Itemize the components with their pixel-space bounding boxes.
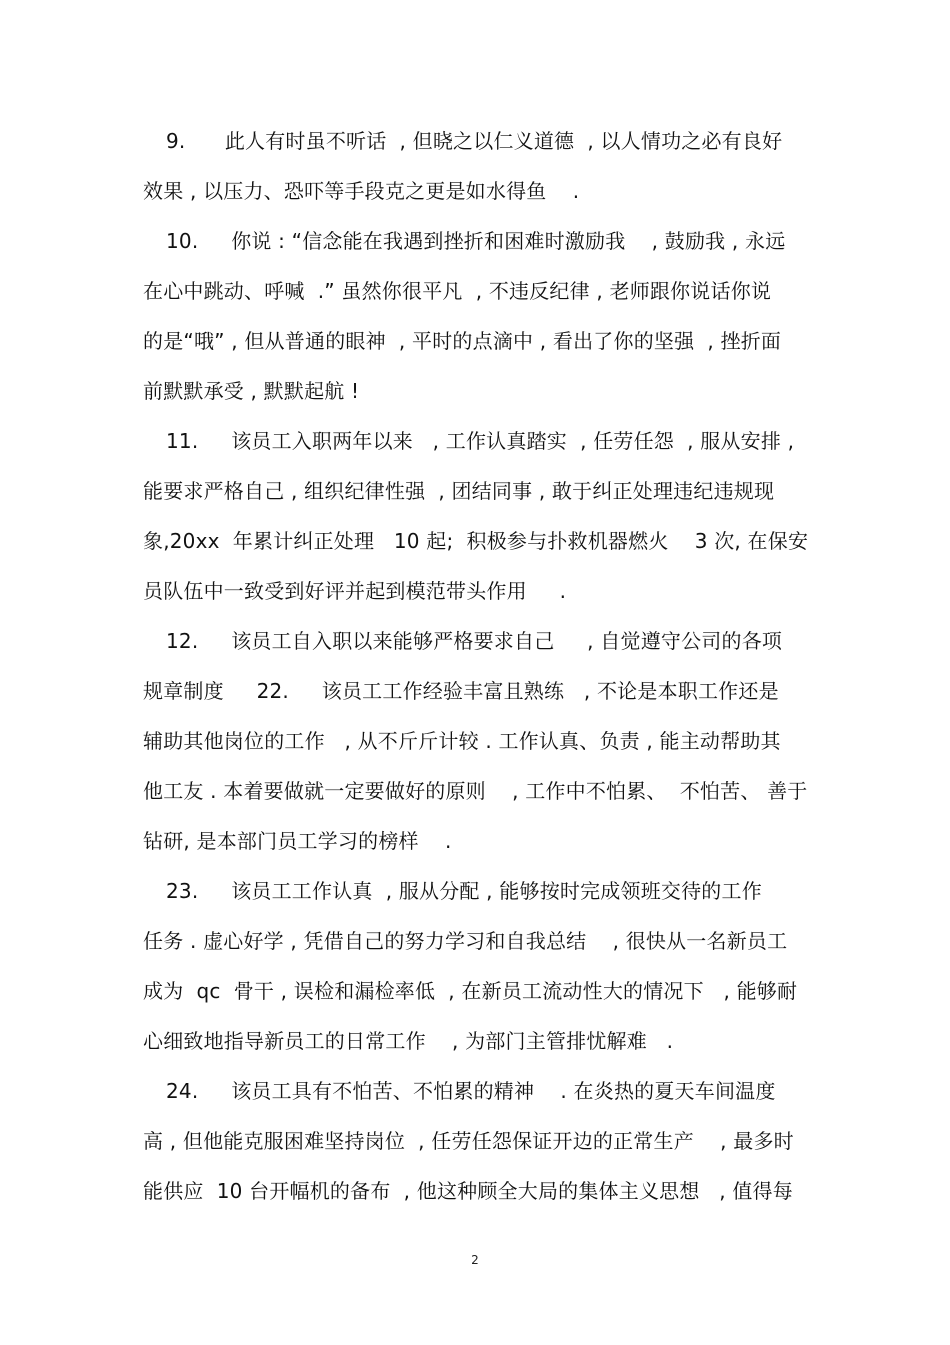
text-line: 辅助其他岗位的工作 , 从不斤斤计较 . 工作认真、负责 , 能主动帮助其 — [143, 729, 781, 753]
text-line: 能要求严格自己 , 组织纪律性强 , 团结同事 , 敢于纠正处理违纪违规现 — [143, 479, 775, 503]
page-number: 2 — [471, 1253, 479, 1267]
text-line: 规章制度 22. 该员工工作经验丰富且熟练 , 不论是本职工作还是 — [143, 679, 779, 703]
text-line: 他工友 . 本着要做就一定要做好的原则 , 工作中不怕累、 不怕苦、 善于 — [143, 779, 808, 803]
text-line: 钻研, 是本部门员工学习的榜样 . — [143, 829, 452, 853]
text-line: 员队伍中一致受到好评并起到模范带头作用 . — [143, 579, 567, 603]
text-line: 前默默承受 , 默默起航 ! — [143, 379, 360, 403]
text-line: 效果 , 以压力、恐吓等手段克之更是如水得鱼 . — [143, 179, 580, 203]
text-line: 的是“哦” , 但从普通的眼神 , 平时的点滴中 , 看出了你的坚强 , 挫折面 — [143, 329, 782, 353]
text-line: 11. 该员工入职两年以来 , 工作认真踏实 , 任劳任怨 , 服从安排 , — [166, 429, 795, 453]
text-line: 高 , 但他能克服困难坚持岗位 , 任劳任怨保证开边的正常生产 , 最多时 — [143, 1129, 794, 1153]
text-line: 象,20xx 年累计纠正处理 10 起; 积极参与扑救机器燃火 3 次, 在保安 — [143, 529, 809, 553]
text-line: 23. 该员工工作认真 , 服从分配 , 能够按时完成领班交待的工作 — [166, 879, 762, 903]
text-line: 24. 该员工具有不怕苦、不怕累的精神 . 在炎热的夏天车间温度 — [166, 1079, 776, 1103]
text-line: 成为 qc 骨干 , 误检和漏检率低 , 在新员工流动性大的情况下 , 能够耐 — [143, 979, 798, 1003]
text-line: 10. 你说 : “信念能在我遇到挫折和困难时激励我 , 鼓励我 , 永远 — [166, 229, 786, 253]
text-line: 9. 此人有时虽不听话 , 但晓之以仁义道德 , 以人情功之必有良好 — [166, 129, 783, 153]
text-line: 心细致地指导新员工的日常工作 , 为部门主管排忧解难 . — [143, 1029, 674, 1053]
text-line: 能供应 10 台开幅机的备布 , 他这种顾全大局的集体主义思想 , 值得每 — [143, 1179, 793, 1203]
text-line: 任务 . 虚心好学 , 凭借自己的努力学习和自我总结 , 很快从一名新员工 — [143, 929, 788, 953]
text-line: 12. 该员工自入职以来能够严格要求自己 , 自觉遵守公司的各项 — [166, 629, 783, 653]
text-line: 在心中跳动、呼喊 .” 虽然你很平凡 , 不违反纪律 , 老师跟你说话你说 — [143, 279, 772, 303]
